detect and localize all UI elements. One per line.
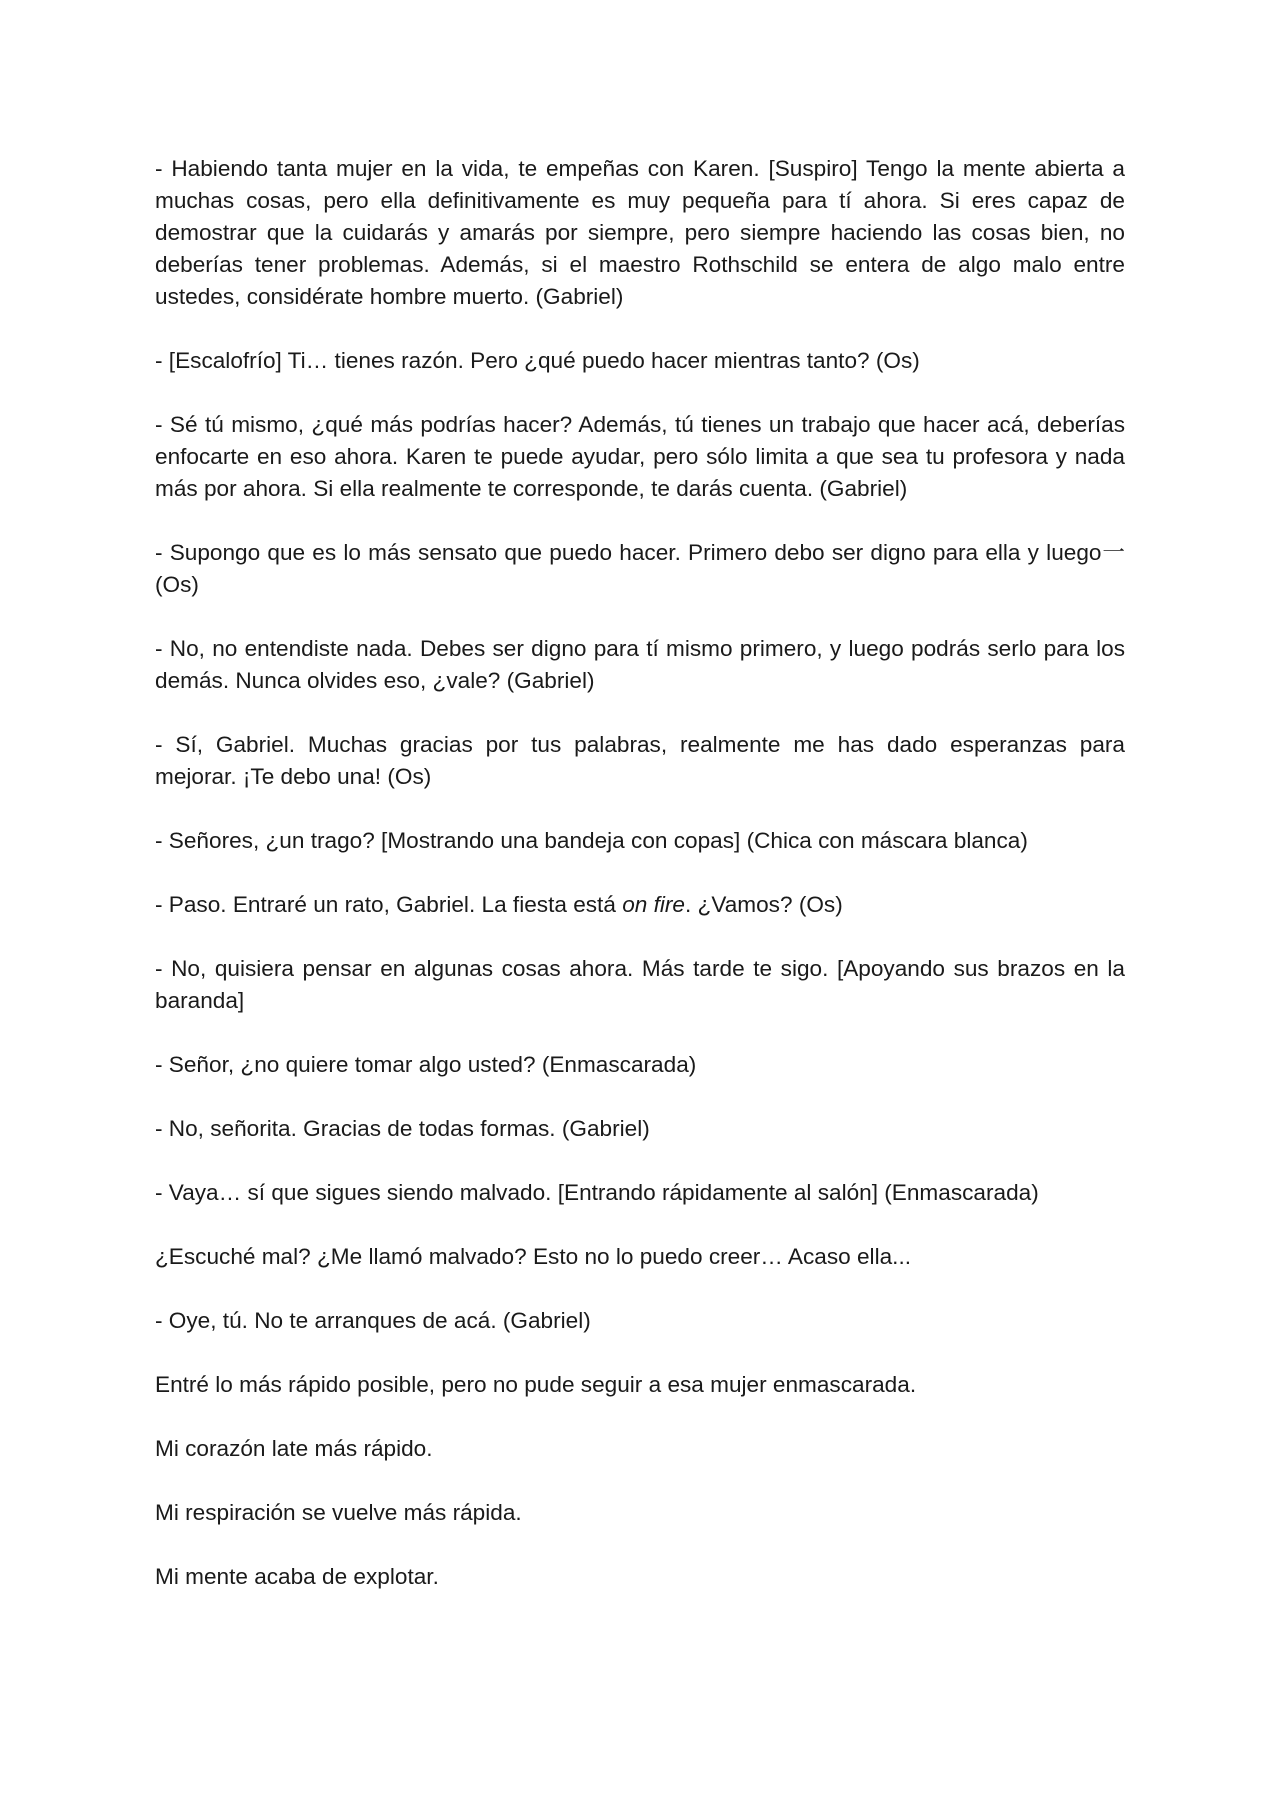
- paragraph-8: [155, 889, 1125, 921]
- paragraph-11: - No, señorita. Gracias de todas formas. (Gabriel): [155, 1116, 650, 1141]
- paragraph-16: Mi corazón late más rápido.: [155, 1436, 433, 1461]
- paragraph-18: Mi mente acaba de explotar.: [155, 1564, 439, 1589]
- paragraph-9: - No, quisiera pensar en algunas cosas ahora. Más tarde te sigo. [Apoyando sus brazos en la baranda]: [155, 956, 1125, 1013]
- paragraph-3: - Sé tú mismo, ¿qué más podrías hacer? Además, tú tienes un trabajo que hacer acá, deberías enfocarte en eso ahora. Karen te puede ayudar, pero sólo limita a que sea tu profesora y nada más por ahora. Si ella realmente te corresponde, te darás cuenta. (Gabriel): [155, 412, 1125, 501]
- paragraph-2: - [Escalofrío] Ti… tienes razón. Pero ¿qué puedo hacer mientras tanto? (Os): [155, 348, 920, 373]
- paragraph-15: Entré lo más rápido posible, pero no pude seguir a esa mujer enmascarada.: [155, 1372, 917, 1397]
- paragraph-17: Mi respiración se vuelve más rápida.: [155, 1500, 522, 1525]
- paragraph-12: - Vaya… sí que sigues siendo malvado. [Entrando rápidamente al salón] (Enmascarada): [155, 1180, 1039, 1205]
- paragraph-10: - Señor, ¿no quiere tomar algo usted? (Enmascarada): [155, 1052, 697, 1077]
- paragraph-5: - No, no entendiste nada. Debes ser digno para tí mismo primero, y luego podrás serlo para los demás. Nunca olvides eso, ¿vale? (Gabriel): [155, 636, 1125, 693]
- paragraph-8-after: . ¿Vamos? (Os): [684, 892, 843, 917]
- paragraph-1: - Habiendo tanta mujer en la vida, te empeñas con Karen. [Suspiro] Tengo la mente abierta a muchas cosas, pero ella definitivamente es muy pequeña para tí ahora. Si eres capaz de demostrar que la cuidarás y amarás por siempre, pero siempre haciendo las cosas bien, no deberías tener problemas. Además, si el maestro Rothschild se entera de algo malo entre ustedes, considérate hombre muerto. (Gabriel): [155, 156, 1125, 309]
- paragraph-4: - Supongo que es lo más sensato que puedo hacer. Primero debo ser digno para ella y luego一(Os): [155, 540, 1125, 597]
- paragraph-6: - Sí, Gabriel. Muchas gracias por tus palabras, realmente me has dado esperanzas para mejorar. ¡Te debo una! (Os): [155, 732, 1125, 789]
- paragraph-13: ¿Escuché mal? ¿Me llamó malvado? Esto no lo puedo creer… Acaso ella...: [155, 1244, 911, 1269]
- document-body: [155, 153, 1125, 1625]
- paragraph-8-italic: on fire: [622, 892, 685, 917]
- paragraph-7: - Señores, ¿un trago? [Mostrando una bandeja con copas] (Chica con máscara blanca): [155, 828, 1028, 853]
- paragraph-8-before: - Paso. Entraré un rato, Gabriel. La fiesta está: [155, 892, 623, 917]
- paragraph-14: - Oye, tú. No te arranques de acá. (Gabriel): [155, 1308, 591, 1333]
